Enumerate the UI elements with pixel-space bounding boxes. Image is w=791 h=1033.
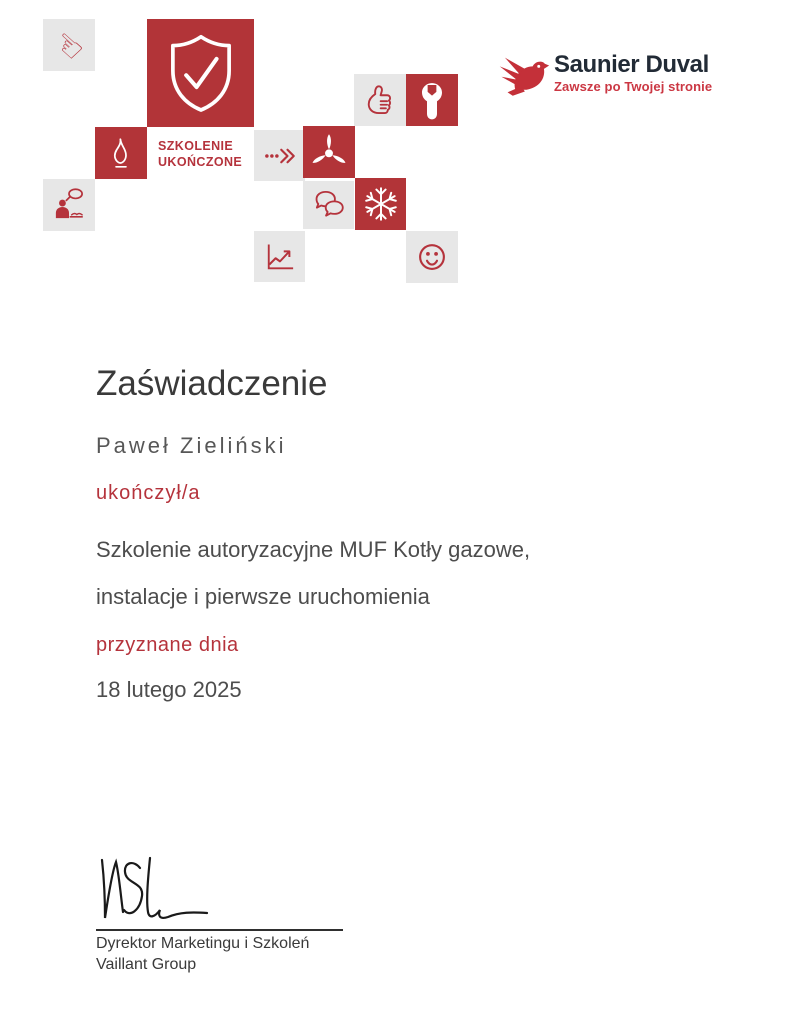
shield-check-icon xyxy=(164,31,238,115)
dots-arrow-icon xyxy=(260,136,300,176)
signature-rule xyxy=(96,929,343,931)
badge-line1: SZKOLENIE xyxy=(158,139,234,153)
brand-logo xyxy=(498,52,712,98)
completed-label: ukończył/a xyxy=(96,482,201,504)
flame-icon xyxy=(101,133,141,173)
tile-snowflake xyxy=(355,178,406,230)
tile-fan xyxy=(303,126,355,178)
tile-hand-click xyxy=(43,19,95,71)
bird-logo-icon xyxy=(498,52,550,98)
tile-dots-arrow xyxy=(254,130,305,181)
signatory-role: Dyrektor Marketingu i Szkoleń xyxy=(96,935,310,952)
awarded-label: przyznane dnia xyxy=(96,634,239,656)
tile-person-presenting xyxy=(43,179,95,231)
course-title-line1: Szkolenie autoryzacyjne MUF Kotły gazowe, xyxy=(96,537,531,562)
tile-wrench xyxy=(406,74,458,126)
tile-shield-check xyxy=(147,19,254,127)
signature-image xyxy=(92,842,222,932)
hand-click-icon: ☜ xyxy=(44,20,94,70)
tile-flame xyxy=(95,127,147,179)
smiley-icon xyxy=(412,237,452,277)
brand-name: Saunier Duval xyxy=(554,51,709,78)
award-date: 18 lutego 2025 xyxy=(96,677,242,702)
chat-bubbles-icon xyxy=(308,185,350,225)
thumbs-up-icon xyxy=(361,81,399,119)
chart-growth-icon xyxy=(260,237,300,277)
snowflake-icon xyxy=(360,183,402,225)
tile-chart-growth xyxy=(254,231,305,282)
tile-smiley xyxy=(406,231,458,283)
badge-tile xyxy=(147,127,254,181)
course-title-line2: instalacje i pierwsze uruchomienia xyxy=(96,584,430,609)
fan-icon xyxy=(308,131,350,173)
badge-line2: UKOŃCZONE xyxy=(158,155,243,169)
tile-thumbs-up xyxy=(354,74,406,126)
certificate-title: Zaświadczenie xyxy=(96,364,328,403)
signatory-organization: Vaillant Group xyxy=(96,956,197,973)
wrench-icon xyxy=(412,80,452,120)
tile-chat-bubbles xyxy=(303,181,354,229)
brand-tagline: Zawsze po Twojej stronie xyxy=(554,79,713,94)
recipient-name: Paweł Zieliński xyxy=(96,433,287,458)
person-presenting-icon xyxy=(48,184,90,226)
